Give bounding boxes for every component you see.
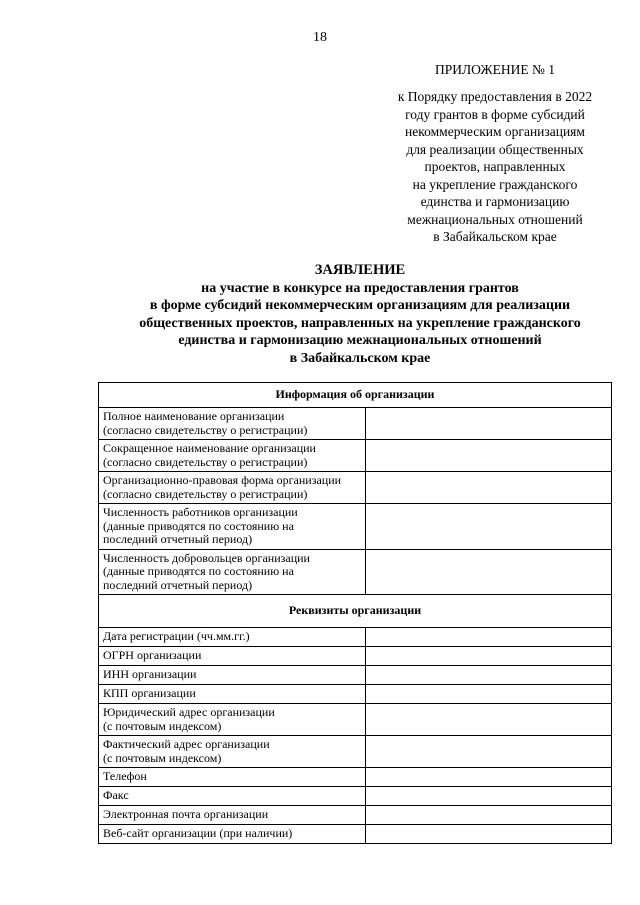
appendix-line: межнациональных отношений xyxy=(407,211,583,227)
page-number: 18 xyxy=(313,30,327,45)
row-value-legal-form[interactable] xyxy=(366,472,612,504)
row-value-registration-date[interactable] xyxy=(366,628,612,647)
row-label-inn: ИНН организации xyxy=(99,666,366,685)
table-row xyxy=(99,768,612,787)
row-value-kpp[interactable] xyxy=(366,685,612,704)
heading-line: единства и гармонизацию межнациональных отношений xyxy=(178,333,542,348)
section-header-row xyxy=(99,595,612,628)
table-row xyxy=(99,549,612,595)
row-value-actual-address[interactable] xyxy=(366,736,612,768)
row-label-employees: Численность работников организации (данные приводятся по состоянию на последний отчетный период) xyxy=(99,504,366,550)
row-label-legal-address: Юридический адрес организации (с почтовым индексом) xyxy=(99,704,366,736)
appendix-line: некоммерческим организациям xyxy=(405,124,585,139)
appendix-line: проектов, направленных xyxy=(424,159,566,174)
row-value-legal-address[interactable] xyxy=(366,704,612,736)
row-label-ogrn: ОГРН организации xyxy=(99,647,366,666)
table-row xyxy=(99,666,612,685)
row-label-short-name: Сокращенное наименование организации (согласно свидетельству о регистрации) xyxy=(99,440,366,472)
row-label-phone: Телефон xyxy=(99,768,366,787)
appendix-line: к Порядку предоставления в 2022 xyxy=(397,89,593,104)
table-row xyxy=(99,685,612,704)
heading-line: общественных проектов, направленных на укрепление гражданского xyxy=(139,315,581,331)
table-row xyxy=(99,408,612,440)
appendix-line: на укрепление гражданского xyxy=(412,176,578,192)
row-value-volunteers[interactable] xyxy=(366,549,612,595)
document-title: ЗАЯВЛЕНИЕ xyxy=(314,262,406,278)
appendix-line: году грантов в форме субсидий xyxy=(405,106,585,122)
row-value-short-name[interactable] xyxy=(366,440,612,472)
row-label-legal-form: Организационно-правовая форма организации (согласно свидетельству о регистрации) xyxy=(99,472,366,504)
row-value-fax[interactable] xyxy=(366,787,612,806)
table-row xyxy=(99,806,612,825)
application-form-table xyxy=(98,382,612,844)
row-value-ogrn[interactable] xyxy=(366,647,612,666)
appendix-line: единства и гармонизацию xyxy=(420,194,570,209)
table-row xyxy=(99,704,612,736)
row-label-registration-date: Дата регистрации (чч.мм.гг.) xyxy=(99,628,366,647)
row-label-kpp: КПП организации xyxy=(99,685,366,704)
table-row xyxy=(99,504,612,550)
section-title-requisites: Реквизиты организации xyxy=(99,595,612,628)
row-value-website[interactable] xyxy=(366,825,612,844)
row-value-phone[interactable] xyxy=(366,768,612,787)
row-label-website: Веб-сайт организации (при наличии) xyxy=(99,825,366,844)
heading-line: в форме субсидий некоммерческим организациям для реализации xyxy=(149,298,571,313)
row-label-fax: Факс xyxy=(99,787,366,806)
table-row xyxy=(99,787,612,806)
row-value-email[interactable] xyxy=(366,806,612,825)
appendix-text xyxy=(370,88,620,246)
row-value-inn[interactable] xyxy=(366,666,612,685)
row-label-actual-address: Фактический адрес организации (с почтовым индексом) xyxy=(99,736,366,768)
appendix-line: для реализации общественных xyxy=(406,141,584,157)
table-row xyxy=(99,825,612,844)
section-header-row xyxy=(99,383,612,408)
table-row xyxy=(99,440,612,472)
row-label-volunteers: Численность добровольцев организации (данные приводятся по состоянию на последний отчетный период) xyxy=(99,549,366,595)
table-row xyxy=(99,736,612,768)
heading-line: на участие в конкурсе на предоставления грантов xyxy=(201,280,519,296)
document-heading xyxy=(60,262,640,367)
section-title-organization-info: Информация об организации xyxy=(99,383,612,408)
table-row xyxy=(99,472,612,504)
heading-line: в Забайкальском крае xyxy=(289,350,431,366)
row-label-full-name: Полное наименование организации (согласно свидетельству о регистрации) xyxy=(99,408,366,440)
row-label-email: Электронная почта организации xyxy=(99,806,366,825)
table-row xyxy=(99,628,612,647)
appendix-line: в Забайкальском крае xyxy=(433,229,557,244)
appendix-title: ПРИЛОЖЕНИЕ № 1 xyxy=(434,62,556,77)
table-row xyxy=(99,647,612,666)
row-value-full-name[interactable] xyxy=(366,408,612,440)
row-value-employees[interactable] xyxy=(366,504,612,550)
